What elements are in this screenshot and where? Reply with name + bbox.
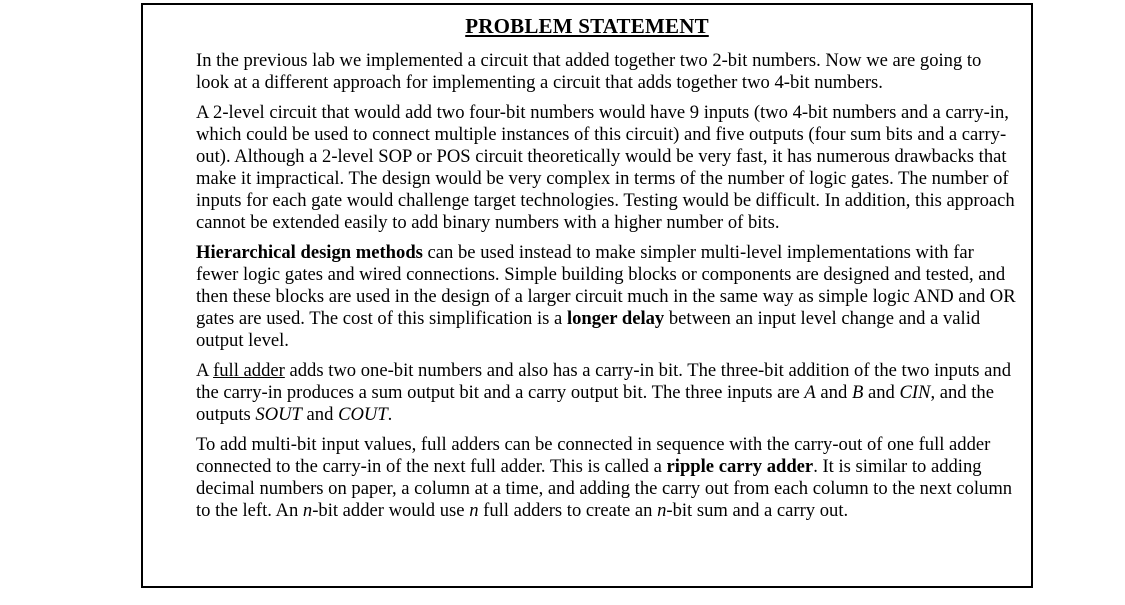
paragraph-hierarchical-text-b: between an input level change and a valid output level. bbox=[196, 308, 981, 351]
conj-and-3: and bbox=[301, 404, 339, 425]
paragraph-intro-text: In the previous lab we implemented a circuit that added together two 2-bit numbers. Now we are going to look at a different approach for implementing a circuit that adds together two 4-bit numbers. bbox=[196, 50, 982, 93]
term-ripple-carry-adder: ripple carry adder bbox=[666, 456, 814, 477]
problem-statement-box bbox=[141, 3, 1033, 588]
term-longer-delay: longer delay bbox=[566, 308, 665, 329]
paragraph-ripple-text-e: -bit sum and a carry out. bbox=[666, 500, 849, 521]
problem-statement-body bbox=[196, 50, 1019, 530]
paragraph-ripple-text-d: full adders to create an bbox=[478, 500, 658, 521]
conj-and-2: and bbox=[863, 382, 900, 403]
term-full-adder: full adder bbox=[213, 360, 285, 381]
term-hierarchical-design: Hierarchical design methods bbox=[196, 242, 423, 263]
paragraph-full-adder-lead: A bbox=[196, 360, 214, 381]
paragraph-hierarchical-text-a: can be used instead to make simpler multi-level implementations with far fewer logic gates and wired connections. Simple building blocks or components are designed and tested, and then these blocks are used in the design of a larger circuit much in the same way as simple logic AND and OR gates are used. The cost of this simplification is a bbox=[196, 242, 1016, 329]
var-sout: SOUT bbox=[255, 404, 302, 425]
conj-and-1: and bbox=[815, 382, 852, 403]
paragraph-ripple-carry bbox=[196, 434, 1019, 522]
var-n-3: n bbox=[657, 500, 667, 521]
paragraph-ripple-text-a: To add multi-bit input values, full adders can be connected in sequence with the carry-out of one full adder connected to the carry-in of the next full adder. This is called a bbox=[196, 434, 991, 477]
var-n-1: n bbox=[302, 500, 313, 521]
var-cin: CIN bbox=[899, 382, 931, 403]
var-a: A bbox=[804, 382, 816, 403]
var-b: B bbox=[851, 382, 864, 403]
paragraph-ripple-text-c: -bit adder would use bbox=[312, 500, 470, 521]
paragraph-full-adder-end: . bbox=[387, 404, 393, 425]
paragraph-full-adder-text-a: adds two one-bit numbers and also has a carry-in bit. The three-bit addition of the two inputs and the carry-in produces a sum output bit and a carry output bit. The three inputs are bbox=[196, 360, 1012, 403]
var-n-2: n bbox=[469, 500, 479, 521]
paragraph-full-adder bbox=[196, 360, 1019, 426]
paragraph-hierarchical-design bbox=[196, 242, 1019, 352]
paragraph-full-adder-text-b: , and the outputs bbox=[196, 382, 994, 425]
paragraph-two-level-circuit bbox=[196, 102, 1019, 234]
paragraph-ripple-text-b: . It is similar to adding decimal numbers on paper, a column at a time, and adding the carry out from each column to the next column to the left. An bbox=[196, 456, 1013, 521]
paragraph-two-level-text: A 2-level circuit that would add two four-bit numbers would have 9 inputs (two 4-bit numbers and a carry-in, which could be used to connect multiple instances of this circuit) and five outputs (four sum bits and a carry-out). Although a 2-level SOP or POS circuit theoretically would be very fast, it has numerous drawbacks that make it impractical. The design would be very complex in terms of the number of logic gates. The number of inputs for each gate would challenge target technologies. Testing would be difficult. In addition, this approach cannot be extended easily to add binary numbers with a higher number of bits. bbox=[196, 102, 1015, 233]
var-cout: COUT bbox=[338, 404, 388, 425]
problem-statement-title: PROBLEM STATEMENT bbox=[465, 14, 709, 38]
paragraph-intro bbox=[196, 50, 1019, 94]
